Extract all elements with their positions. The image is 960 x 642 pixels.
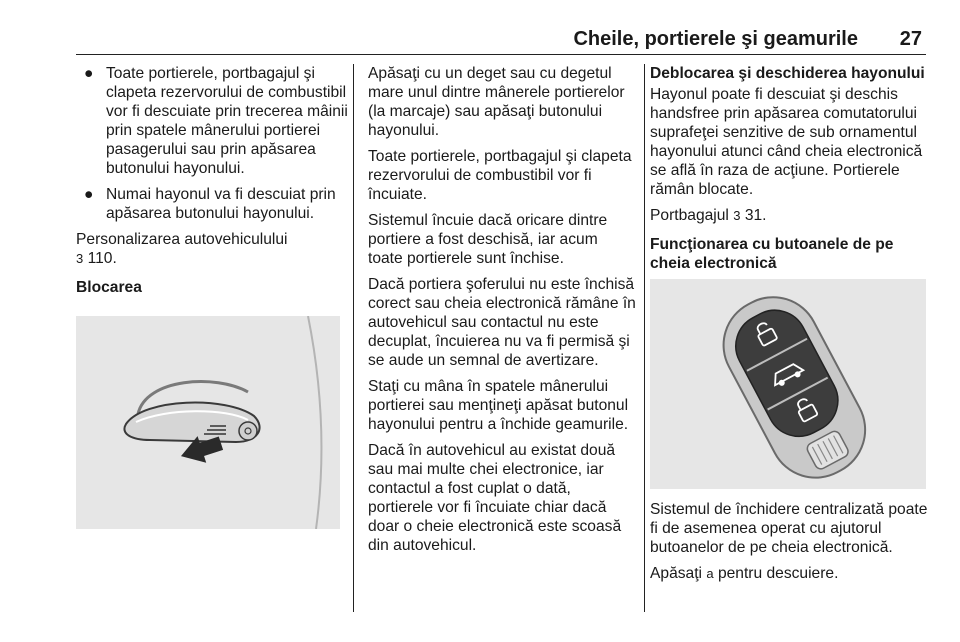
bullet-item: [76, 64, 351, 178]
portbagaj-text: Portbagajul: [650, 207, 729, 224]
key-fob-drawing: [650, 279, 926, 489]
bullet-text: Numai hayonul va fi descuiat prin apăsarea butonului hayonului.: [106, 186, 336, 222]
key-fob-illustration: [650, 279, 926, 489]
press-instruction: [650, 564, 928, 583]
cross-reference[interactable]: [76, 230, 351, 268]
section-heading: Funcţionarea cu butoanele de pe cheia electronică: [650, 236, 894, 272]
column-left: [76, 64, 351, 303]
reference-page: 110.: [87, 250, 117, 267]
bullet-dot: ●: [84, 65, 94, 82]
paragraph: Sistemul încuie dacă oricare dintre portiere a fost deschisă, iar acum toate portierele sunt închise.: [368, 212, 608, 267]
door-handle-drawing: [76, 316, 340, 529]
page-header: [76, 24, 926, 54]
column-right: [650, 64, 928, 279]
paragraph: Dacă în autovehicul au existat două sau mai multe chei electronice, iar contactul a fost cuplat o dată, portierele vor fi încuiate chiar dacă doar o cheie electronică este scoasă din autovehicul.: [368, 442, 622, 554]
column-right-lower: [650, 500, 928, 590]
column-middle: [368, 64, 636, 562]
reference-arrow-icon: 3: [733, 208, 741, 223]
reference-page: 31.: [744, 207, 767, 224]
page-number: 27: [899, 28, 922, 50]
bullet-dot: ●: [84, 186, 94, 203]
paragraph: Dacă portiera şoferului nu este închisă corect sau cheia electronică rămâne în autovehicul sau contactul nu este decuplat, încuierea nu va fi permisă şi se aude un semnal de avertizare.: [368, 276, 636, 369]
unlock-symbol-icon: a: [706, 566, 714, 581]
header-rule: [76, 54, 926, 55]
bullet-item: [76, 185, 351, 223]
paragraph: Staţi cu mâna în spatele mânerului portierei sau menţineţi apăsat butonul hayonului pentru a închide geamurile.: [368, 378, 629, 433]
paragraph: Apăsaţi cu un deget sau cu degetul mare unul dintre mânerele portierelor (la marcaje) sau apăsaţi butonului hayonului.: [368, 65, 625, 139]
section-heading: Blocarea: [76, 279, 142, 296]
reference-arrow-icon: 3: [76, 251, 84, 266]
personalize-text: Personalizarea autovehiculului: [76, 231, 288, 248]
bullet-text: Toate portierele, portbagajul şi clapeta rezervorului de combustibil vor fi descuiate prin trecerea mâinii prin spatele mânerului portierei pasagerului sau prin apăsarea butonului hayonului.: [106, 65, 348, 177]
paragraph: Toate portierele, portbagajul şi clapeta rezervorului de combustibil vor fi încuiate.: [368, 148, 632, 203]
press-tail: pentru descuiere.: [717, 565, 839, 582]
paragraph: Hayonul poate fi descuiat şi deschis handsfree prin apăsarea comutatorului suprafeţei senzitive de sub ornamentul hayonului atunci când cheia electronică se află în raza de acţiune. Portierele rămân blocate.: [650, 86, 923, 198]
column-divider: [644, 64, 645, 612]
paragraph: Sistemul de închidere centralizată poate fi de asemenea operat cu ajutorul butoanelor de pe cheia electronică.: [650, 501, 928, 556]
column-divider: [353, 64, 354, 612]
page-title: Cheile, portierele şi geamurile: [573, 28, 858, 50]
section-heading: Deblocarea şi deschiderea hayonului: [650, 65, 925, 82]
cross-reference[interactable]: [650, 206, 928, 225]
door-handle-illustration: [76, 316, 340, 529]
press-text: Apăsaţi: [650, 565, 703, 582]
